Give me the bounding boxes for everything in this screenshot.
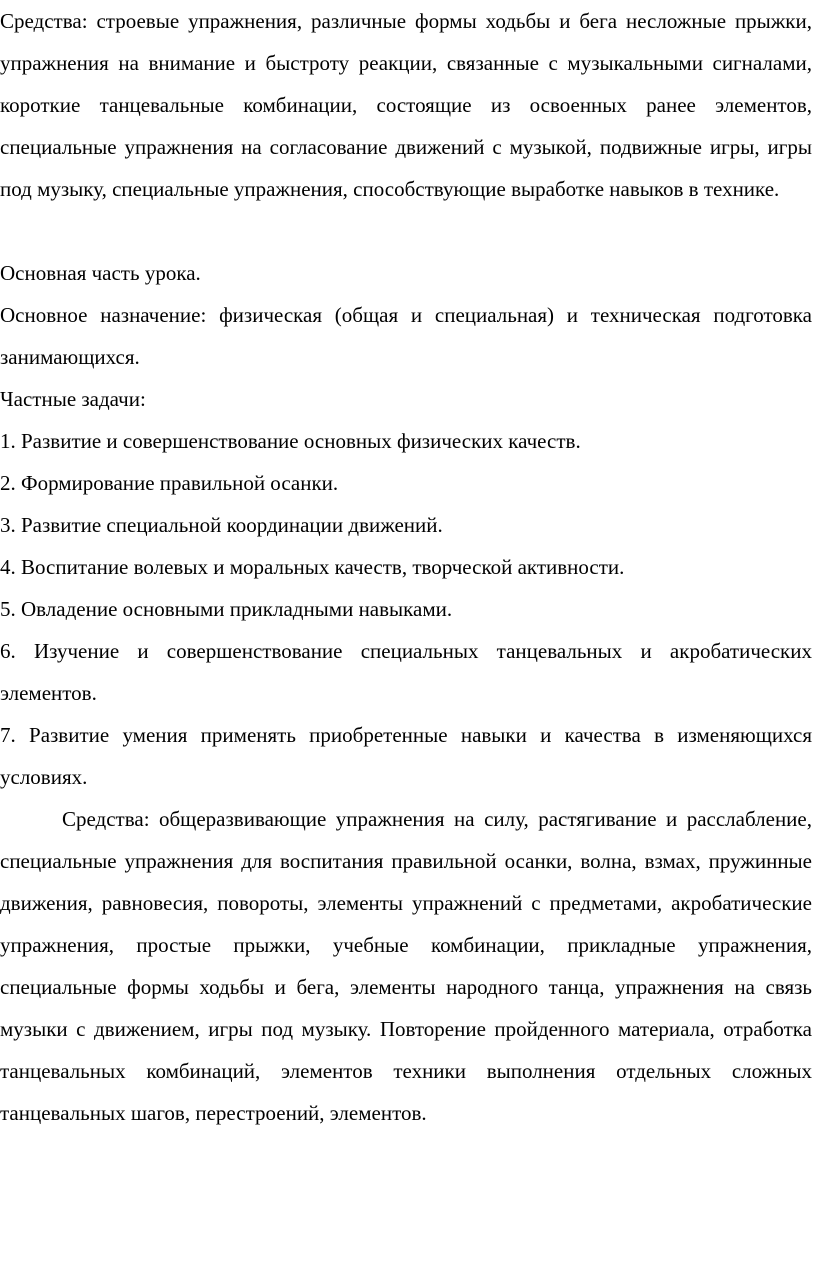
means-paragraph: Средства: общеразвивающие упражнения на силу, растягивание и расслабление, специальные упражнения для воспитания правильной осанки, волна, взмах, пружинные движения, равновесия, повороты, элементы упражнений с предметами, акробатические упражнения, простые прыжки, учебные комбинации, прикладные упражнения, специальные формы ходьбы и бега, элементы народного танца, упражнения на связь музыки с движением, игры под музыку. Повторение пройденного материала, отработка танцевальных комбинаций, элементов техники выполнения отдельных сложных танцевальных шагов, перестроений, элементов. [0,807,812,1125]
task-item-3: 3. Развитие специальной координации движений. [0,513,443,537]
task-item-6: 6. Изучение и совершенствование специальных танцевальных и акробатических элементов. [0,639,812,705]
section-heading: Основная часть урока. [0,261,201,285]
task-item-2: 2. Формирование правильной осанки. [0,471,339,495]
purpose-paragraph: Основное назначение: физическая (общая и специальная) и техническая подготовка занимающихся. [0,303,812,369]
tasks-heading: Частные задачи: [0,387,146,411]
task-item-5: 5. Овладение основными прикладными навыками. [0,597,453,621]
task-item-1: 1. Развитие и совершенствование основных физических качеств. [0,429,581,453]
paragraph-spacer [0,210,812,252]
task-item-7: 7. Развитие умения применять приобретенные навыки и качества в изменяющихся условиях. [0,723,812,789]
task-item-4: 4. Воспитание волевых и моральных качеств, творческой активности. [0,555,625,579]
intro-paragraph: Средства: строевые упражнения, различные формы ходьбы и бега несложные прыжки, упражнения на внимание и быстроту реакции, связанные с музыкальными сигналами, короткие танцевальные комбинации, состоящие из освоенных ранее элементов, специальные упражнения на согласование движений с музыкой, подвижные игры, игры под музыку, специальные упражнения, способствующие выработке навыков в технике. [0,9,812,201]
